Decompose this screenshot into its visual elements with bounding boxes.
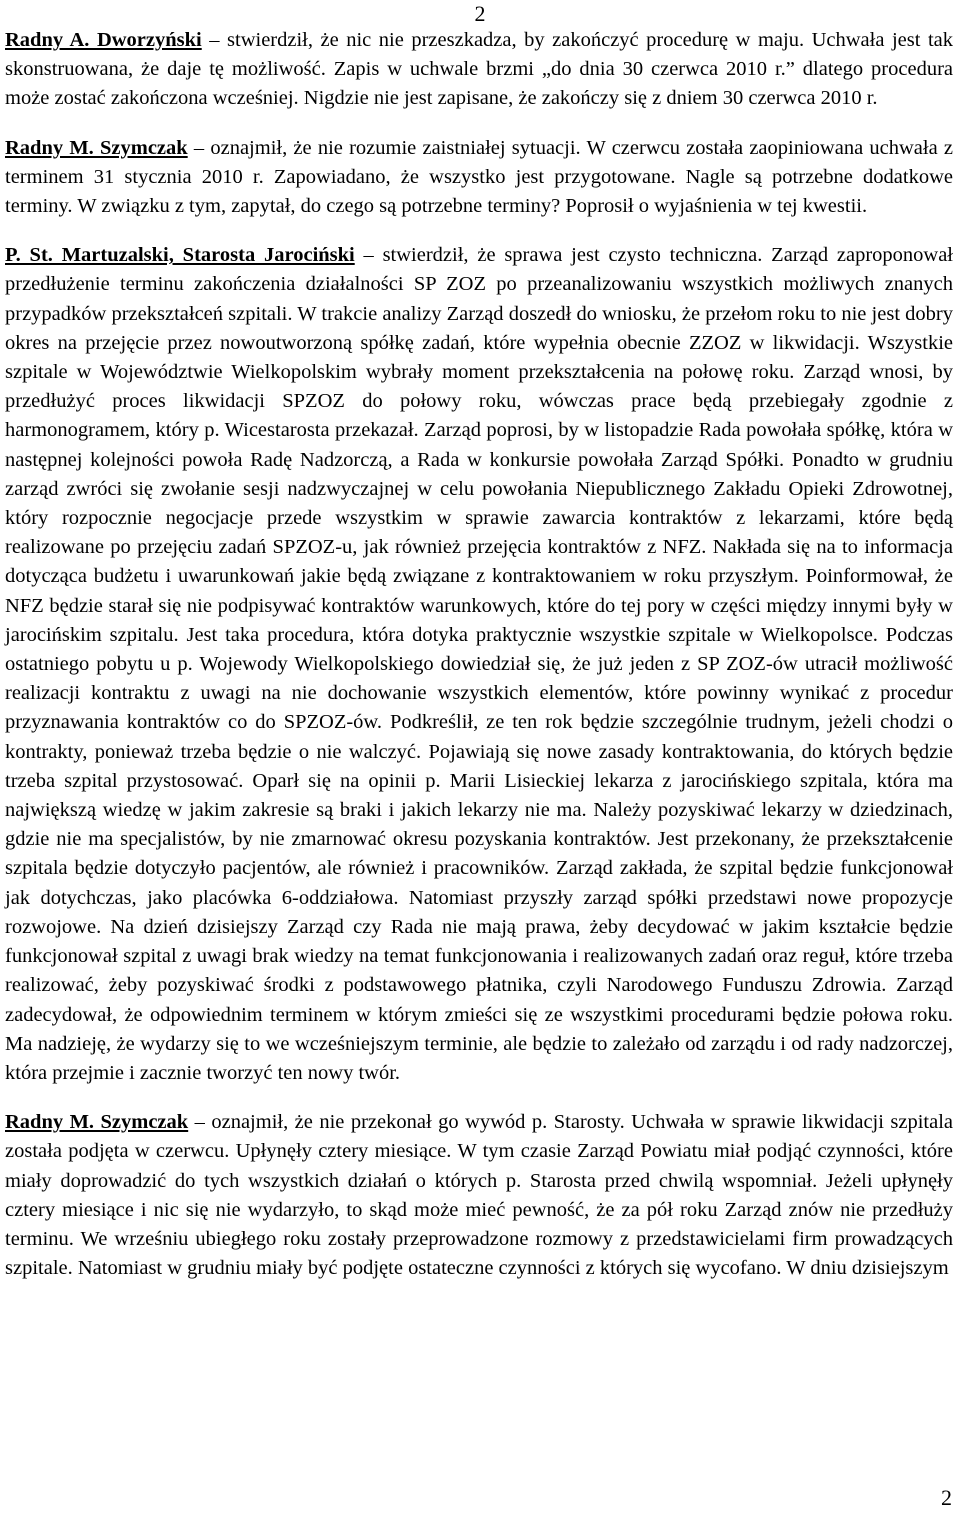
paragraph-text: – oznajmił, że nie rozumie zaistniałej sytuacji. W czerwcu została zaopiniowana uchwała z terminem 31 stycznia 2010 r. Zapowiadano, że wszystko jest przygotowane. Nagle są potrzebne dodatkowe terminy. W związku z tym, zapytał, do czego są potrzebne terminy? Poprosił o wyjaśnienia w tej kwestii. <box>5 136 953 218</box>
page-number-bottom: 2 <box>941 1485 952 1510</box>
speaker-name: P. St. Martuzalski, Starosta Jarociński <box>5 244 355 267</box>
paragraph-szymczak-1 <box>5 134 953 222</box>
speaker-name: Radny M. Szymczak <box>5 136 188 159</box>
paragraph-martuzalski <box>5 241 953 1088</box>
speaker-name: Radny A. Dworzyński <box>5 29 202 51</box>
document-body <box>5 26 953 1303</box>
speaker-name: Radny M. Szymczak <box>5 1111 189 1134</box>
paragraph-text: – stwierdził, że sprawa jest czysto techniczna. Zarząd zaproponował przedłużenie terminu zakończenia działalności SP ZOZ po przeanalizowaniu wszystkich możliwych znanych przypadków przekształceń szpitali. W trakcie analizy Zarząd doszedł do wniosku, że przełom roku to nie jest dobry okres na przejęcie przez nowoutworzoną spółkę zadań, które wypełnia obecnie ZZOZ w likwidacji. Wszystkie szpitale w Województwie Wielkopolskim wybrały moment przekształcenia na połowę roku. Zarząd wnosi, by przedłużyć proces likwidacji SPZOZ do połowy roku, wówczas prace będą przebiegały zgodnie z harmonogramem, który p. Wicestarosta przekazał. Zarząd poprosi, by w listopadzie Rada powołała spółkę, która w następnej kolejności powoła Radę Nadzorczą, a Rada w konkursie powołała Zarząd Spółki. Ponadto w grudniu zarząd zwróci się zwołanie sesji nadzwyczajnej w celu powołania Niepublicznego Zakładu Opieki Zdrowotnej, który rozpocznie negocjacje przede wszystkim w sprawie zawarcia kontraktów z lekarzami, które będą realizowane po przejęciu zadań SPZOZ-u, jak również przejęcia kontraktów z NFZ. Nakłada się na to informacja dotycząca budżetu i uwarunkowań jakie będą związane z kontraktowaniem w roku przyszłym. Poinformował, że NFZ będzie starał się nie podpisywać kontraktów warunkowych, które do tej pory w części między innymi były w jarocińskim szpitalu. Jest taka procedura, która dotyka praktycznie wszystkie szpitale w Wielkopolsce. Podczas ostatniego pobytu u p. Wojewody Wielkopolskiego dowiedział się, że już jeden z SP ZOZ-ów utracił możliwość realizacji kontraktu z uwagi na nie dochowanie wszystkich elementów, które powinny wynikać z procedur przyznawania kontraktów co do SPZOZ-ów. Podkreślił, ze ten rok będzie szczególnie trudnym, jeżeli chodzi o kontrakty, ponieważ trzeba będzie o nie walczyć. Pojawiają się nowe zasady kontraktowania, do których będzie trzeba szpital przystosować. Oparł się na opinii p. Marii Lisieckiej lekarza z jarocińskiego szpitala, która ma największą wiedzę w jakim zakresie są braki i jakich lekarzy nie ma. Należy pozyskiwać lekarzy w dziedzinach, gdzie nie ma specjalistów, by nie zmarnować okresu pozyskania kontraktów. Jest przekonany, że przekształcenie szpitala będzie dotyczyło pacjentów, ale również i pracowników. Zarząd zakłada, że szpital będzie funkcjonował jak dotychczas, jako placówka 6-oddziałowa. Natomiast przyszły zarząd spółki przedstawi nowe propozycje rozwojowe. Na dzień dzisiejszy Zarząd czy Rada nie mają prawa, żeby decydować w jakim kształcie będzie funkcjonował szpital z uwagi brak wiedzy na temat funkcjonowania i realizowanych zadań oraz reguł, które trzeba realizować, żeby pozyskiwać środki z podstawowego płatnika, czyli Narodowego Funduszu Zdrowia. Zarząd zadecydował, że odpowiednim terminem w którym zmieści się ze wszystkimi procedurami będzie połowa roku. Ma nadzieję, że wydarzy się to we wcześniejszym terminie, ale będzie to zależało od zarządu i od rady nadzorczej, która przejmie i zacznie tworzyć ten nowy twór. <box>5 244 953 1084</box>
paragraph-dworzynski <box>5 26 953 114</box>
paragraph-text: – oznajmił, że nie przekonał go wywód p. Starosty. Uchwała w sprawie likwidacji szpitala została podjęta w czerwcu. Upłynęły cztery miesiące. W tym czasie Zarząd Powiatu miał podjąć czynności, które miały doprowadzić do tych wszystkich działań o których p. Starosta przed chwilą wspomniał. Jeżeli upłynęły cztery miesiące i nic się nie wydarzyło, to skąd może mieć pewność, że za pół roku Zarząd znów nie przedłuży terminu. We wrześniu ubiegłego roku zostały przeprowadzone rozmowy z przedstawicielami firm prowadzących szpitale. Natomiast w grudniu miały być podjęte ostateczne czynności z których się wycofano. W dniu dzisiejszym <box>5 1111 954 1280</box>
paragraph-szymczak-2 <box>5 1108 953 1283</box>
page-number-top: 2 <box>474 1 486 26</box>
paragraph-text: – stwierdził, że nic nie przeszkadza, by zakończyć procedurę w maju. Uchwała jest tak skonstruowana, że daje tę możliwość. Zapis w uchwale brzmi „do dnia 30 czerwca 2010 r.” dlatego procedura może zostać zakończona wcześniej. Nigdzie nie jest zapisane, że zakończy się z dniem 30 czerwca 2010 r. <box>5 29 953 110</box>
